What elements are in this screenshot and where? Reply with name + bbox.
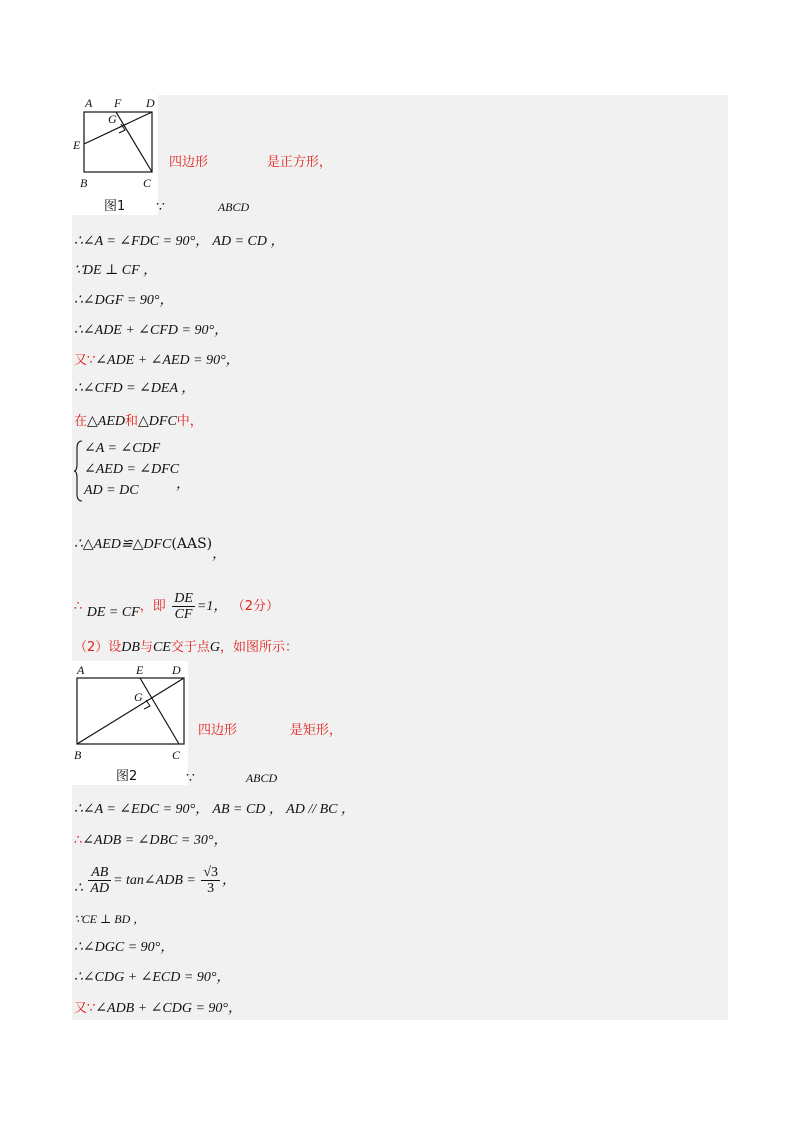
- fraction-de-cf: $\frac{DE}{CF}$: [174, 590, 193, 622]
- segment-ec: [140, 678, 179, 744]
- p1-line-5: 又∵∠ADE + ∠AED = 90°，: [74, 353, 240, 368]
- p2-line-4: ∵CE ⊥ BD ，: [74, 912, 146, 926]
- p1-line-1: ∴∠A = ∠FDC = 90°， AD = CD ，: [74, 234, 285, 249]
- system-line-1: ∠A = ∠CDF: [84, 441, 161, 456]
- p2-line-1: ∴∠A = ∠EDC = 90°， AB = CD ， AD // BC ，: [74, 802, 355, 817]
- label-a: A: [77, 663, 85, 677]
- square-abcd: [84, 112, 152, 172]
- p1-because: ∵ ABCD: [156, 199, 250, 215]
- label-b: B: [80, 176, 88, 190]
- label-b: B: [74, 748, 82, 762]
- label-f: F: [114, 96, 122, 110]
- system-tail: ，: [176, 477, 190, 492]
- p1-premise: 四边形 是正方形，: [169, 155, 332, 170]
- segment-bd: [77, 678, 184, 744]
- p2-line-2: ∴∠ADB = ∠DBC = 30°，: [74, 833, 228, 848]
- p1-line-3: ∴∠DGF = 90°，: [74, 293, 174, 308]
- p2-line-3: ∴ $\frac{AB}{AD}$ = tan∠ADB = $\frac{√3}{3}$ ，: [74, 865, 237, 897]
- fraction-ab-ad: $\frac{AB}{AD}$: [90, 865, 110, 897]
- label-g: G: [134, 690, 143, 704]
- p2-intro: （2）设DB与CE交于点G，如图所示：: [74, 640, 299, 655]
- label-d: D: [172, 663, 181, 677]
- system-line-3: AD = DC: [84, 483, 139, 498]
- p2-premise: 四边形 是矩形，: [198, 723, 342, 738]
- segment-de: [84, 112, 152, 144]
- label-g: G: [108, 112, 117, 126]
- label-c: C: [143, 176, 152, 190]
- p2-line-6: ∴∠CDG + ∠ECD = 90°，: [74, 970, 231, 985]
- p2-line-7: 又∵∠ADB + ∠CDG = 90°，: [74, 1001, 243, 1016]
- figure-2: [72, 661, 188, 785]
- p1-line-7: 在△AED和△DFC中，: [74, 414, 203, 429]
- p2-because: ∵ ABCD: [186, 770, 278, 786]
- p1-line-4: ∴∠ADE + ∠CFD = 90°，: [74, 323, 229, 338]
- label-d: D: [146, 96, 155, 110]
- p2-line-5: ∴∠DGC = 90°，: [74, 940, 175, 955]
- label-a: A: [85, 96, 93, 110]
- system-line-2: ∠AED = ∠DFC: [84, 462, 180, 477]
- p1-line-6: ∴∠CFD = ∠DEA ，: [74, 381, 196, 396]
- p1-result: ∴ DE = CF，即 $\frac{DE}{CF}$ =1， （2分）: [74, 590, 280, 622]
- figure-1: [72, 95, 158, 215]
- label-e: E: [73, 138, 81, 152]
- figure-1-caption: 图1: [104, 199, 126, 214]
- right-angle-mark: [144, 700, 150, 709]
- label-c: C: [172, 748, 181, 762]
- fraction-sqrt3-3: $\frac{√3}{3}$: [203, 865, 219, 897]
- figure-2-caption: 图2: [116, 769, 138, 784]
- p1-congruence: ∴△AED≌△DFC(AAS)，: [74, 536, 227, 562]
- label-e: E: [136, 663, 144, 677]
- brace-icon: [74, 440, 84, 502]
- p1-line-2: ∵DE ⊥ CF ，: [74, 263, 158, 278]
